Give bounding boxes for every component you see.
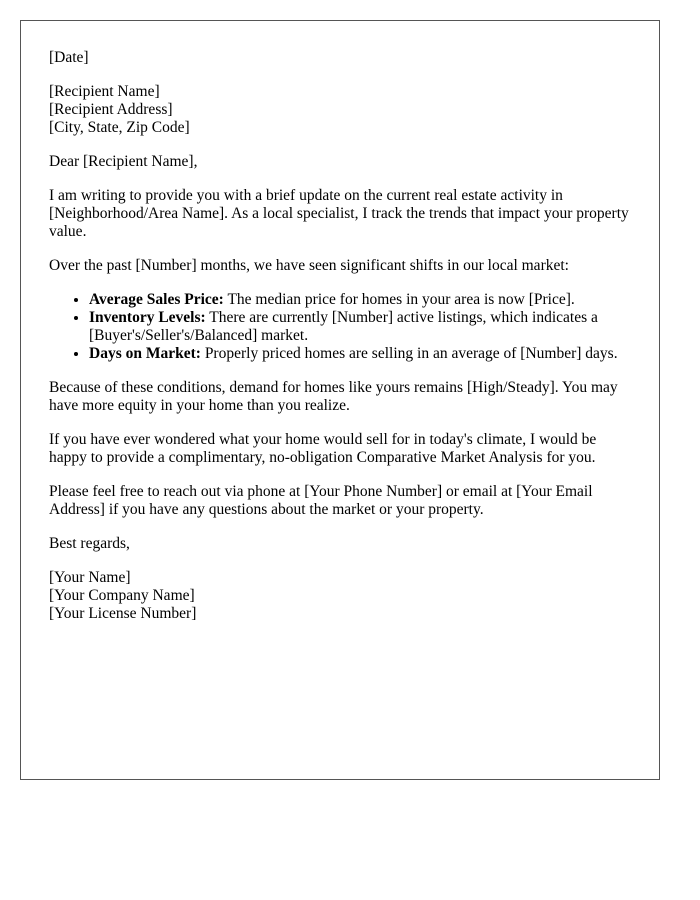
point-text: The median price for homes in your area is now [Price]. (223, 291, 575, 308)
market-points-list (49, 291, 631, 363)
closing-line: Best regards, (49, 535, 130, 552)
signature-block (49, 569, 631, 623)
recipient-name: [Recipient Name] (49, 83, 160, 100)
offer-paragraph: If you have ever wondered what your home would sell for in today's climate, I would be happy to provide a complimentary, no-obligation Comparative Market Analysis for you. (49, 431, 597, 466)
signature-company: [Your Company Name] (49, 587, 195, 604)
salutation: Dear [Recipient Name], (49, 153, 198, 170)
market-intro-paragraph: Over the past [Number] months, we have seen significant shifts in our local market: (49, 257, 569, 274)
point-label: Inventory Levels: (89, 309, 206, 326)
letter-page (20, 20, 660, 780)
market-point-days-on-market (89, 345, 631, 363)
contact-paragraph: Please feel free to reach out via phone at [Your Phone Number] or email at [Your Email Address] if you have any questions about the market or your property. (49, 483, 593, 518)
point-label: Days on Market: (89, 345, 201, 362)
recipient-block (49, 83, 631, 137)
recipient-city-state-zip: [City, State, Zip Code] (49, 119, 190, 136)
market-point-inventory-levels (89, 309, 631, 345)
intro-paragraph: I am writing to provide you with a brief update on the current real estate activity in [Neighborhood/Area Name]. As a local specialist, I track the trends that impact your property value. (49, 187, 629, 240)
point-label: Average Sales Price: (89, 291, 224, 308)
signature-name: [Your Name] (49, 569, 131, 586)
signature-license: [Your License Number] (49, 605, 197, 622)
conditions-paragraph: Because of these conditions, demand for homes like yours remains [High/Steady]. You may have more equity in your home than you realize. (49, 379, 618, 414)
market-point-average-sales-price (89, 291, 631, 309)
recipient-address: [Recipient Address] (49, 101, 173, 118)
date-line: [Date] (49, 49, 89, 66)
point-text: Properly priced homes are selling in an average of [Number] days. (200, 345, 618, 362)
point-text: There are currently [Number] active listings, which indicates a [Buyer's/Seller's/Balanced] market. (89, 309, 598, 344)
